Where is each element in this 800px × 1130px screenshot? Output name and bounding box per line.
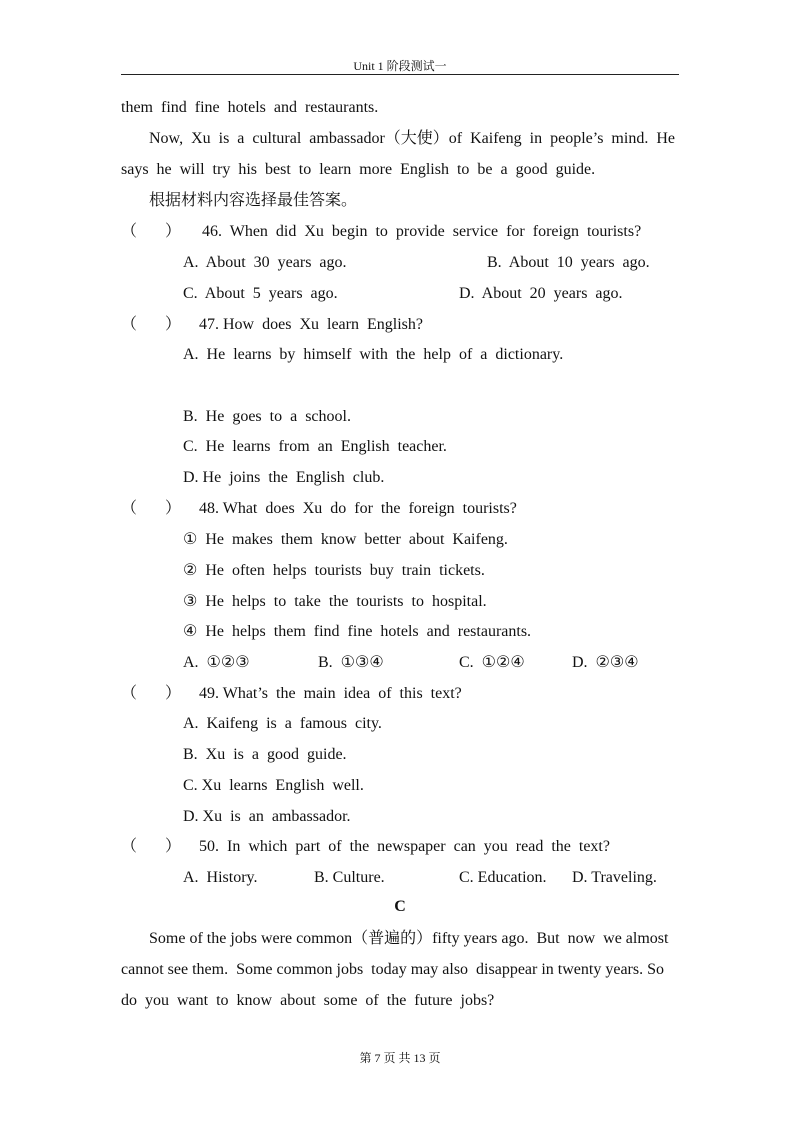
statement-3: ③ He helps to take the tourists to hospital. (183, 593, 487, 610)
answer-blank[interactable]: （ ） (121, 500, 182, 517)
option-d[interactable]: D. ②③④ (572, 654, 639, 671)
option-c[interactable]: C. About 5 years ago. (183, 285, 338, 302)
option-a[interactable]: A. History. (183, 869, 258, 886)
option-b[interactable]: B. Culture. (314, 869, 385, 886)
question-stem: 50. In which part of the newspaper can you read the text? (199, 838, 610, 855)
statement-4: ④ He helps them find fine hotels and restaurants. (183, 623, 532, 640)
option-c[interactable]: C. He learns from an English teacher. (183, 438, 447, 455)
page-footer: 第 7 页 共 13 页 (359, 1051, 441, 1065)
option-d[interactable]: D. Traveling. (572, 869, 657, 886)
option-a[interactable]: A. Kaifeng is a famous city. (183, 715, 382, 732)
answer-blank[interactable]: （ ） (121, 685, 182, 702)
option-a[interactable]: A. He learns by himself with the help of a dictionary. (183, 346, 564, 363)
passage-line: Some of the jobs were common（普遍的）fifty years ago. But now we almost (149, 930, 669, 947)
statement-2: ② He often helps tourists buy train tickets. (183, 562, 485, 579)
instruction-line: 根据材料内容选择最佳答案。 (149, 192, 358, 209)
question-stem: 46. When did Xu begin to provide service for foreign tourists? (202, 223, 642, 240)
passage-line: them find fine hotels and restaurants. (121, 99, 379, 116)
option-c[interactable]: C. ①②④ (459, 654, 525, 671)
option-b[interactable]: B. Xu is a good guide. (183, 746, 347, 763)
header-rule (121, 74, 679, 75)
answer-blank[interactable]: （ ） (121, 316, 182, 333)
answer-blank[interactable]: （ ） (121, 838, 182, 855)
passage-line: do you want to know about some of the future jobs? (121, 992, 495, 1009)
option-b[interactable]: B. About 10 years ago. (487, 254, 650, 271)
option-c[interactable]: C. Xu learns English well. (183, 777, 364, 794)
answer-blank[interactable]: （ ） (121, 223, 182, 240)
statement-1: ① He makes them know better about Kaifeng. (183, 531, 508, 548)
option-d[interactable]: D. He joins the English club. (183, 469, 385, 486)
passage-line: says he will try his best to learn more English to be a good guide. (121, 161, 596, 178)
option-a[interactable]: A. About 30 years ago. (183, 254, 347, 271)
option-a[interactable]: A. ①②③ (183, 654, 250, 671)
passage-line: cannot see them. Some common jobs today may also disappear in twenty years. So (121, 961, 664, 978)
passage-line: Now, Xu is a cultural ambassador（大使）of Kaifeng in people’s mind. He (149, 130, 675, 147)
option-b[interactable]: B. ①③④ (318, 654, 384, 671)
option-c[interactable]: C. Education. (459, 869, 547, 886)
question-stem: 49. What’s the main idea of this text? (199, 685, 462, 702)
page-header: Unit 1 阶段测试一 (353, 59, 447, 73)
option-d[interactable]: D. About 20 years ago. (459, 285, 623, 302)
question-stem: 48. What does Xu do for the foreign tourists? (199, 500, 517, 517)
section-heading: C (394, 898, 406, 915)
option-b[interactable]: B. He goes to a school. (183, 408, 351, 425)
option-d[interactable]: D. Xu is an ambassador. (183, 808, 351, 825)
question-stem: 47. How does Xu learn English? (199, 316, 423, 333)
